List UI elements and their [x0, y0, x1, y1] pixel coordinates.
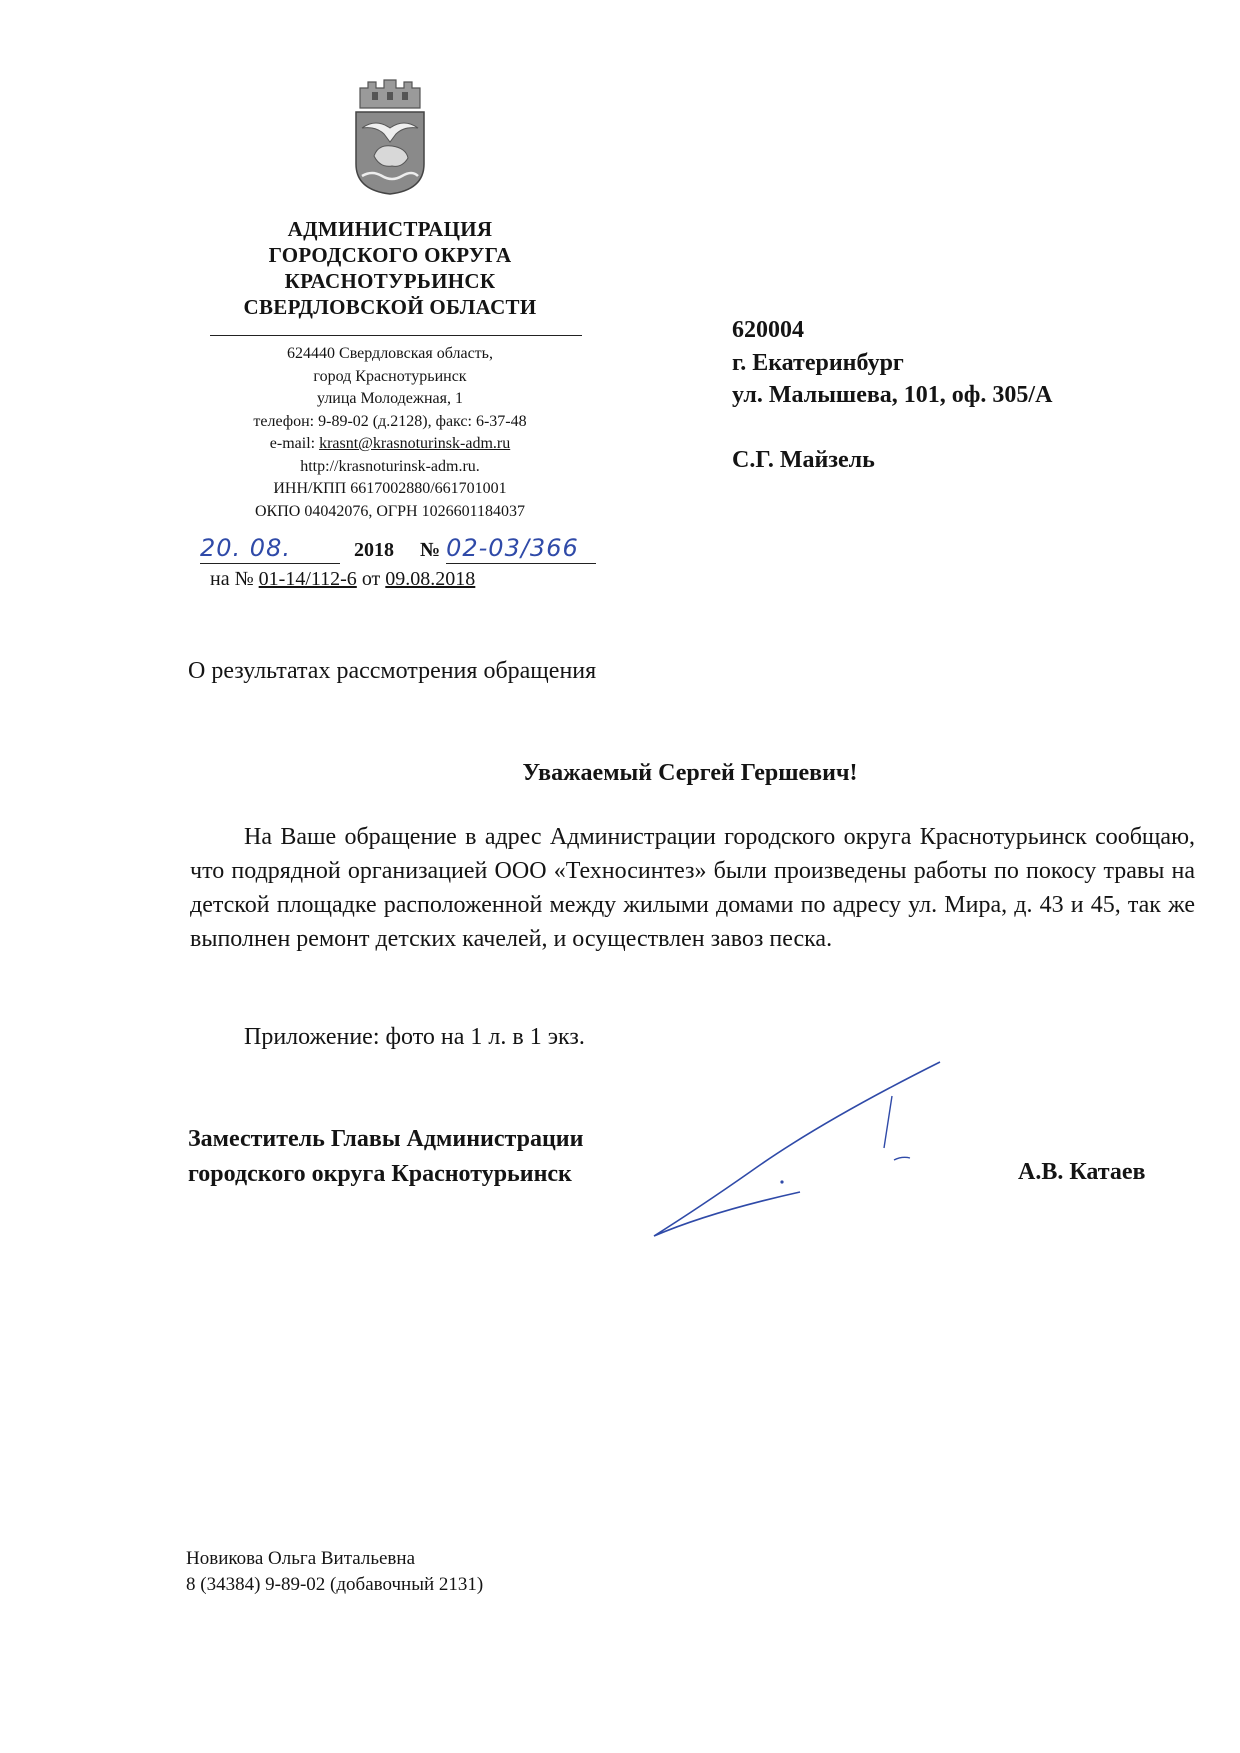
letter-greeting: Уважаемый Сергей Гершевич! — [522, 760, 858, 786]
organization-name — [200, 216, 580, 320]
number-sign: № — [420, 539, 441, 561]
okpo-ogrn: ОКПО 04042076, ОГРН 1026601184037 — [255, 502, 525, 520]
addressee-block — [732, 314, 1052, 412]
addressee-postcode: 620004 — [732, 317, 804, 343]
executor-info — [186, 1546, 483, 1598]
inn-kpp: ИНН/КПП 6617002880/661701001 — [273, 480, 507, 497]
email-line — [200, 433, 580, 456]
coat-of-arms-emblem — [352, 78, 428, 196]
org-line: СВЕРДЛОВСКОЙ ОБЛАСТИ — [243, 295, 537, 319]
org-line: ГОРОДСКОГО ОКРУГА — [268, 243, 512, 267]
org-line: АДМИНИСТРАЦИЯ — [287, 217, 493, 241]
address-line: город Краснотурьинск — [313, 367, 467, 385]
letter-body: На Ваше обращение в адрес Администрации городского округа Краснотурьинск сообщаю, что подрядной организацией ООО «Техносинтез» были произведены работы по покосу травы на детской площадке расположенной между жилыми домами по адресу ул. Мира, д. 43 и 45, так же выполнен ремонт детских качелей, и осуществлен завоз песка. — [190, 824, 1195, 952]
email-link[interactable]: krasnt@krasnoturinsk-adm.ru — [319, 435, 511, 452]
attachment-note: Приложение: фото на 1 л. в 1 экз. — [244, 1024, 585, 1050]
reply-date: 09.08.2018 — [385, 568, 476, 590]
addressee-name: С.Г. Майзель — [732, 447, 875, 473]
signatory-name: А.В. Катаев — [1018, 1159, 1146, 1185]
registration-year: 2018 — [354, 539, 394, 561]
phone-fax: телефон: 9-89-02 (д.2128), факс: 6-37-48 — [253, 412, 527, 430]
handwritten-number: 02-03/366 — [446, 534, 579, 562]
signatory-title-line: городского округа Краснотурьинск — [188, 1161, 572, 1187]
email-prefix: e-mail: — [269, 435, 320, 452]
letter-subject: О результатах рассмотрения обращения — [188, 658, 597, 684]
handwritten-signature — [640, 1052, 1000, 1242]
signatory-title — [188, 1122, 583, 1192]
signatory-title-line: Заместитель Главы Администрации — [188, 1126, 584, 1152]
executor-phone: 8 (34384) 9-89-02 (добавочный 2131) — [186, 1574, 484, 1595]
reply-from: от — [361, 568, 381, 590]
number-field — [446, 535, 596, 564]
reply-reference-line — [210, 566, 475, 592]
letterhead-divider — [210, 335, 582, 336]
addressee-city: г. Екатеринбург — [732, 349, 904, 376]
address-line: 624440 Свердловская область, — [287, 345, 493, 362]
addressee-street: ул. Малышева, 101, оф. 305/А — [732, 382, 1053, 408]
organization-contacts — [200, 343, 580, 523]
executor-name: Новикова Ольга Витальевна — [186, 1548, 416, 1569]
date-field — [200, 535, 340, 564]
handwritten-date: 20. 08. — [200, 534, 291, 562]
website-link[interactable]: http://krasnoturinsk-adm.ru. — [300, 457, 480, 475]
registration-line — [200, 535, 640, 564]
reply-number: 01-14/112-6 — [258, 568, 357, 590]
reply-prefix: на № — [210, 568, 254, 590]
org-line: КРАСНОТУРЬИНСК — [284, 269, 496, 293]
address-line: улица Молодежная, 1 — [317, 390, 463, 407]
